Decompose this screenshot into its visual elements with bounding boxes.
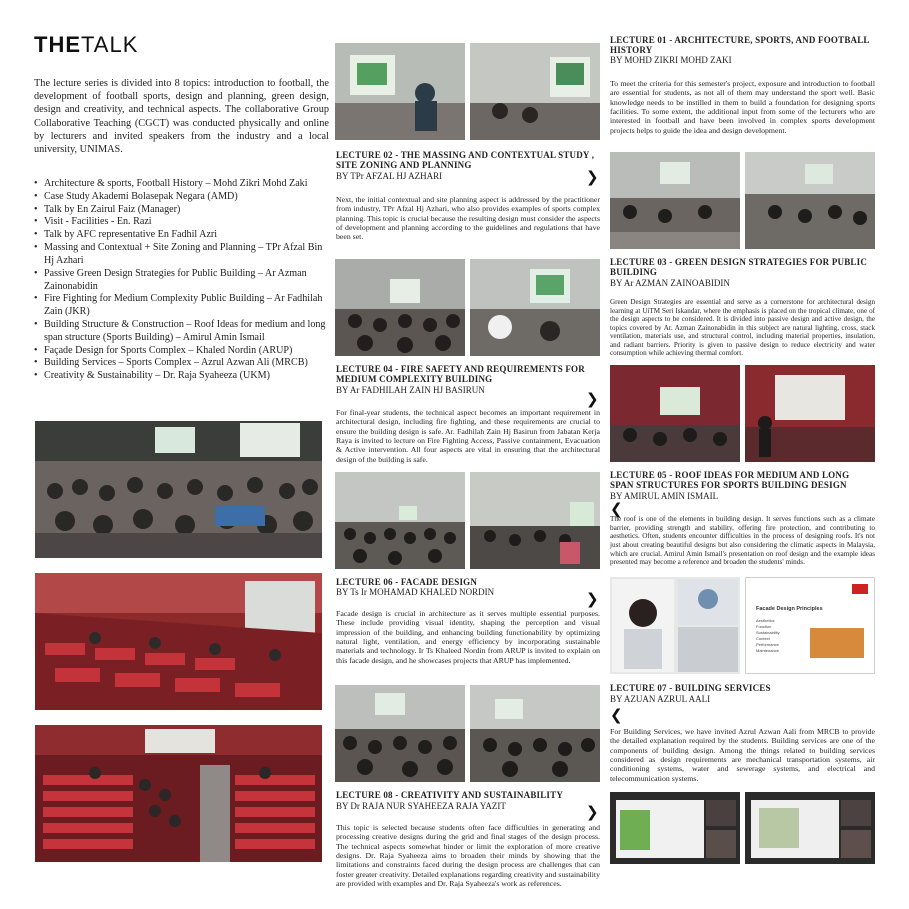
slide-image <box>810 628 864 658</box>
lecture-04-body: For final-year students, the technical aspect becomes an important requirement in architectural design, including fire fighting, and these requirements are crucial to ensure the building design is safe. Ar. Fadhilah Zain Hj Basirun from Jabatan Kerja Raya is invited to lecture on Fire Fighting Access, Passive containment, Evacuation & Active intervention. All four aspects are vital in ensuring that the architectural design of the building is safe. <box>336 408 600 464</box>
lecture-01-title: LECTURE 01 - ARCHITECTURE, SPORTS, AND FOOTBALL HISTORY <box>610 35 870 56</box>
lecture-04-title: LECTURE 04 - FIRE SAFETY AND REQUIREMENTS FOR MEDIUM COMPLEXITY BUILDING <box>336 364 585 385</box>
photo-auditorium-2 <box>35 725 322 862</box>
photo-auditorium-1 <box>35 573 322 710</box>
photo-lecture-02-b <box>470 43 600 140</box>
lecture-01-body: To meet the criteria for this semester's project, exposure and introduction to football are essential for students, as not all of them may understand the sport well. Basic knowledge needs to be instilled in them to build a foundation for designing sports facilities. To some extent, the additional input from some of the lecturers who are interested in football and have been involved in complex sports development projects helps to guide the idea and design development. <box>610 79 875 135</box>
photo-lecture-05-zoom <box>610 577 740 674</box>
photo-lecture-03-a <box>610 365 740 462</box>
lecture-06-title: LECTURE 06 - FACADE DESIGN <box>336 577 478 587</box>
list-item: • Architecture & sports, Football History – Mohd Zikri Mohd Zaki <box>34 178 329 191</box>
photo-lecture-06-b <box>470 472 600 569</box>
chevron-right-icon[interactable]: ❯ <box>586 803 599 821</box>
list-item: • Passive Green Design Strategies for Public Building – Ar Azman Zainonabidin <box>34 268 329 294</box>
photo-lecture-01-b <box>745 152 875 249</box>
list-item: • Massing and Contextual + Site Zoning and Planning – TPr Afzal Bin Hj Azhari <box>34 242 329 268</box>
brand-logo <box>34 32 138 58</box>
list-item: • Fire Fighting for Medium Complexity Public Building – Ar Fadhilah Zain (JKR) <box>34 293 329 319</box>
slide-item: Function <box>756 624 772 629</box>
slide-list <box>756 618 780 654</box>
photo-lecture-08-a <box>335 685 465 782</box>
photo-class-audience <box>35 421 322 558</box>
slide-item: Performance <box>756 642 779 647</box>
slide-logo <box>852 584 868 594</box>
lecture-02-body: Next, the initial contextual and site planning aspect is addressed by the practitioner from industry, TPr Afzal Hj Azhari, who also provides examples of sports complex planning. This topic is crucial because the resulting design must consider the aspects of development and planning according to the guidelines and regulations that have been set. <box>336 195 600 242</box>
list-item: • Façade Design for Sports Complex – Khaled Nordin (ARUP) <box>34 345 329 358</box>
lecture-04-author: BY Ar FADHILAH ZAIN HJ BASIRUN <box>336 385 485 395</box>
slide-item: Context <box>756 636 770 641</box>
slide-title: Facade Design Principles <box>756 606 823 612</box>
lecture-05-author: BY AMIRUL AMIN ISMAIL <box>610 491 719 501</box>
chevron-left-icon[interactable]: ❮ <box>610 706 623 724</box>
lecture-07-body: For Building Services, we have invited Azrul Azwan Aali from MRCB to provide the detailed explanation required by the students. Building services are one of the components of building design. Among the things related to building services considered as design requirements are mechanical transportation systems, air conditioning systems, water and sewerage systems, and electrical and telecommunication systems. <box>610 727 875 783</box>
chevron-right-icon[interactable]: ❯ <box>586 590 599 608</box>
list-item: • Building Structure & Construction – Roof Ideas for medium and long span structure (Sports Building) – Amirul Amin Ismail <box>34 319 329 345</box>
brand-light: TALK <box>81 32 139 57</box>
slide-item: Maintenance <box>756 648 779 653</box>
chevron-left-icon[interactable]: ❮ <box>610 500 623 518</box>
photo-lecture-08-b <box>470 685 600 782</box>
lecture-07-author: BY AZUAN AZRUL AALI <box>610 694 711 704</box>
list-item: • Case Study Akademi Bolasepak Negara (AMD) <box>34 191 329 204</box>
photo-lecture-02-a <box>335 43 465 140</box>
photo-lecture-04-a <box>335 259 465 356</box>
list-item: • Talk by AFC representative En Fadhil Azri <box>34 229 329 242</box>
lecture-03-body: Green Design Strategies are essential and serve as a cornerstone for architectural design learning at UiTM Seri Iskandar, where the emphasis is placed on the tropical climate, one of the design aspects to be considered. It is divided into passive design and active design, the topics covered by Ar. Azman Zainonabidin in this subject are natural lighting, cross, stack ventilation, materials use, and structural control, including material properties, insulation, and radiant barriers. Priority is given to passive design to reduce electricity and water consumption while achieving thermal comfort. <box>610 298 875 357</box>
lecture-05-title: LECTURE 05 - ROOF IDEAS FOR MEDIUM AND LONG SPAN STRUCTURES FOR SPORTS BUILDING DESIGN <box>610 470 850 491</box>
topics-list <box>34 178 329 383</box>
intro-paragraph: The lecture series is divided into 8 topics: introduction to football, the development of football sports, design and planning, green design, design and creativity, and technical aspects. The collaborative Group Collaborative Teaching (CGCT) was conducted physically and online by lecturers and invited speakers from the industry and a local university, UNIMAS. <box>34 78 329 155</box>
slide-item: Aesthetics <box>756 618 775 623</box>
lecture-05-body: The roof is one of the elements in building design. It serves functions such as a climate barrier, providing strength and stability, offering fire protection, and contributing to aesthetics. Often, students encounter difficulties in the process of designing roofs. It's not just about creating beautiful designs but also considering the climatic aspects in Malaysia, which are crucial. Amirul Amin Ismail's presentation on roof design and the example ideas presented may become a reference and broaden the students' minds. <box>610 515 875 567</box>
lecture-06-author: BY Ts Ir MOHAMAD KHALED NORDIN <box>336 587 495 597</box>
photo-lecture-04-b <box>470 259 600 356</box>
lecture-03-author: BY Ar AZMAN ZAINOABIDIN <box>610 278 730 288</box>
lecture-06-body: Facade design is crucial in architecture as it serves multiple essential purposes. These include providing visual identity, shaping the perception and visual impression of the building, and enhancing building functionability by optimizing natural light, ventilation, and energy efficiency by incorporating sustainable materials and technology. Ir Ts Khaleed Nordin from ARUP is invited to explain on this facade design, and he showcases projects that ARUP has implemented. <box>336 609 600 665</box>
list-item: • Building Services – Sports Complex – Azrul Azwan Ali (MRCB) <box>34 357 329 370</box>
photo-lecture-05-slide <box>745 577 875 674</box>
lecture-02-author: BY TPr AFZAL HJ AZHARI <box>336 171 443 181</box>
list-item: • Talk by En Zairul Faiz (Manager) <box>34 204 329 217</box>
chevron-right-icon[interactable]: ❯ <box>586 390 599 408</box>
photo-lecture-01-a <box>610 152 740 249</box>
list-item: • Visit - Facilities - En. Razi <box>34 216 329 229</box>
lecture-02-title: LECTURE 02 - THE MASSING AND CONTEXTUAL STUDY , SITE ZONING AND PLANNING <box>336 150 595 171</box>
chevron-right-icon[interactable]: ❯ <box>586 168 599 186</box>
lecture-08-title: LECTURE 08 - CREATIVITY AND SUSTAINABILITY <box>336 790 564 800</box>
lecture-01-author: BY MOHD ZIKRI MOHD ZAKI <box>610 55 732 65</box>
lecture-03-title: LECTURE 03 - GREEN DESIGN STRATEGIES FOR PUBLIC BUILDING <box>610 257 868 278</box>
brand-bold: THE <box>34 32 81 57</box>
list-item: • Creativity & Sustainability – Dr. Raja Syaheeza (UKM) <box>34 370 329 383</box>
photo-lecture-06-a <box>335 472 465 569</box>
photo-lecture-07-a <box>610 792 740 864</box>
lecture-08-author: BY Dr RAJA NUR SYAHEEZA RAJA YAZIT <box>336 801 506 811</box>
lecture-07-title: LECTURE 07 - BUILDING SERVICES <box>610 683 771 693</box>
photo-lecture-03-b <box>745 365 875 462</box>
slide-item: Sustainability <box>756 630 780 635</box>
lecture-08-body: This topic is selected because students often face difficulties in generating and processing creative designs during the grid and final stages of the design process. The technical aspects somewhat hinder or limit the exploration of more creative designs. Dr. Raja Syaheeza aims to broaden their minds by showing that the limitations and constraints faced during the design process are challenges that can foster greater creativity. Detailed explanations regarding creativity and sustainability are provided with examples and Dr. Raja Syaheeza's work as references. <box>336 823 600 889</box>
photo-lecture-07-b <box>745 792 875 864</box>
